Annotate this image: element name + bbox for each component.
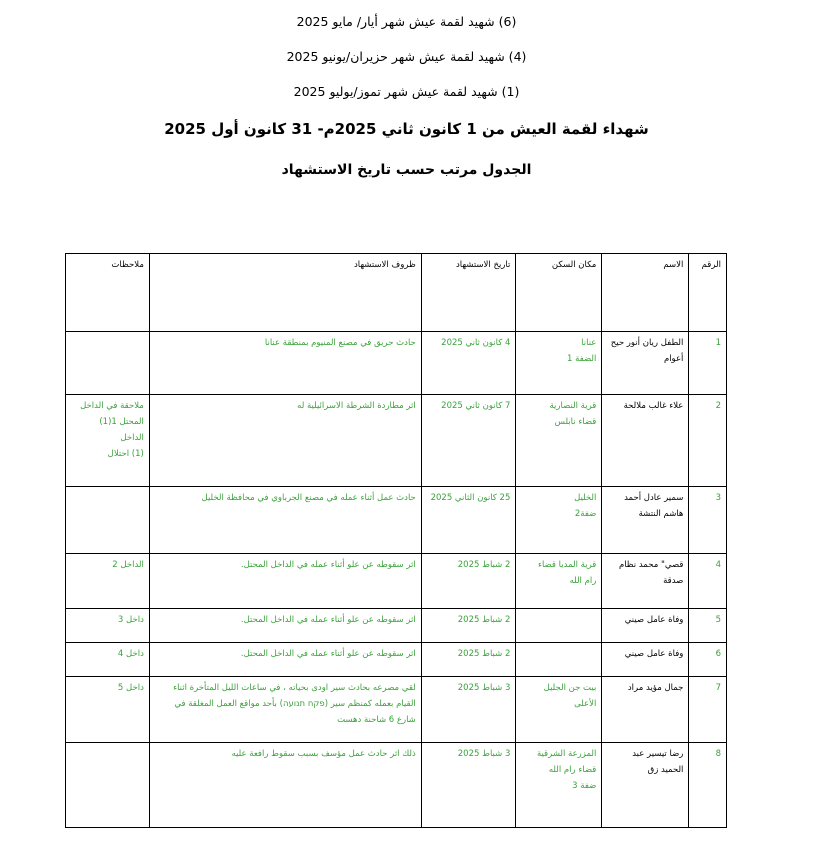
- table-row: [66, 554, 727, 609]
- row-date-cell: 2 شباط 2025: [421, 643, 516, 677]
- table-row: [66, 643, 727, 677]
- row-residence-cell: [516, 609, 602, 643]
- row-name-cell: سمير عادل أحمد هاشم النتشة: [602, 487, 689, 554]
- row-residence-cell-line: الأعلى: [574, 699, 597, 709]
- row-circumstances-cell: حادث حريق في مصنع المنيوم بمنطقة عنانا: [149, 332, 421, 395]
- row-num-cell: 7: [689, 677, 727, 743]
- row-residence-cell-line: ضفة 3: [572, 781, 597, 791]
- row-name-cell: جمال مؤيد مراد: [602, 677, 689, 743]
- row-residence-cell-line: عنانا: [581, 338, 597, 348]
- row-num-cell: 2: [689, 395, 727, 487]
- row-num-cell: 5: [689, 609, 727, 643]
- row-notes-cell-line: الداخل 2: [112, 560, 144, 570]
- header-residence: مكان السكن: [516, 254, 602, 332]
- row-residence-cell-line: بيت جن الجليل: [543, 683, 597, 693]
- row-notes-cell-line: داخل 4: [117, 649, 144, 659]
- table-row: [66, 487, 727, 554]
- row-notes-cell: [66, 332, 150, 395]
- table-row: [66, 395, 727, 487]
- row-date-cell: 7 كانون ثاني 2025: [421, 395, 516, 487]
- row-residence-cell: [516, 395, 602, 487]
- table-row: [66, 743, 727, 828]
- row-residence-cell-line: رام الله: [569, 576, 597, 586]
- row-name-cell: وفاة عامل صيني: [602, 609, 689, 643]
- row-residence-cell-line: قرية النصارية: [549, 401, 597, 411]
- row-residence-cell-line: قضاء نابلس: [554, 417, 597, 427]
- row-circumstances-cell: اثر سقوطه عن علو أثناء عمله في الداخل المحتل.: [149, 643, 421, 677]
- row-num-cell: 1: [689, 332, 727, 395]
- row-residence-cell-line: المزرعة الشرقية: [536, 749, 597, 759]
- header-num: الرقم: [689, 254, 727, 332]
- row-notes-cell-line: داخل 5: [117, 683, 144, 693]
- row-residence-cell: [516, 554, 602, 609]
- row-circumstances-cell: حادث عمل أثناء عمله في مصنع الجرباوي في محافظة الخليل: [149, 487, 421, 554]
- row-name-cell: وفاة عامل صيني: [602, 643, 689, 677]
- row-notes-cell: [66, 487, 150, 554]
- header-date: تاريخ الاستشهاد: [421, 254, 516, 332]
- row-circumstances-cell: ذلك اثر حادث عمل مؤسف بسبب سقوط رافعة عليه: [149, 743, 421, 828]
- row-notes-cell: [66, 677, 150, 743]
- row-residence-cell-line: ضفة2: [574, 509, 597, 519]
- row-circumstances-cell: لقي مصرعه بحادث سير اودى بحياته ، في ساعات الليل المتأخرة اثناء القيام بعمله كمنظم سير (פקח תנועה) بأحد مواقع العمل المغلقة في شارع 6 شاحنة دهست: [149, 677, 421, 743]
- row-name-cell: الطفل ريان أنور حيح أعوام: [602, 332, 689, 395]
- row-circumstances-cell: اثر سقوطه عن علو أثناء عمله في الداخل المحتل.: [149, 609, 421, 643]
- row-residence-cell: [516, 332, 602, 395]
- row-residence-cell-line: قضاء رام الله: [548, 765, 597, 775]
- row-residence-cell: [516, 677, 602, 743]
- row-num-cell: 4: [689, 554, 727, 609]
- row-num-cell: 8: [689, 743, 727, 828]
- row-name-cell: قصي" محمد نظام صدقة: [602, 554, 689, 609]
- row-notes-cell: [66, 643, 150, 677]
- row-date-cell: 2 شباط 2025: [421, 554, 516, 609]
- row-notes-cell: [66, 554, 150, 609]
- row-num-cell: 6: [689, 643, 727, 677]
- row-date-cell: 2 شباط 2025: [421, 609, 516, 643]
- row-date-cell: 4 كانون ثاني 2025: [421, 332, 516, 395]
- page-title: شهداء لقمة العيش من 1 كانون ثاني 2025م- 31 كانون أول 2025: [164, 120, 649, 138]
- row-notes-cell-line: (1) احتلال: [107, 449, 144, 459]
- page-subtitle: الجدول مرتب حسب تاريخ الاستشهاد: [281, 162, 532, 178]
- row-num-cell: 3: [689, 487, 727, 554]
- row-name-cell: علاء غالب ملالحة: [602, 395, 689, 487]
- row-notes-cell: [66, 395, 150, 487]
- row-date-cell: 3 شباط 2025: [421, 677, 516, 743]
- row-residence-cell-line: الخليل: [574, 493, 597, 503]
- row-notes-cell-line: ملاحقة في الداخل المحتل 1(1): [80, 401, 144, 427]
- row-notes-cell: [66, 743, 150, 828]
- row-circumstances-cell: اثر مطاردة الشرطة الاسرائيلية له: [149, 395, 421, 487]
- row-residence-cell: [516, 487, 602, 554]
- row-residence-cell-line: الضفة 1: [567, 354, 597, 364]
- martyrs-table: [65, 253, 727, 828]
- row-residence-cell: [516, 743, 602, 828]
- row-residence-cell: [516, 643, 602, 677]
- row-date-cell: 25 كانون الثاني 2025: [421, 487, 516, 554]
- header-notes: ملاحظات: [66, 254, 150, 332]
- row-notes-cell: [66, 609, 150, 643]
- table-row: [66, 332, 727, 395]
- table-row: [66, 609, 727, 643]
- row-circumstances-cell: اثر سقوطه عن علو أثناء عمله في الداخل المحتل.: [149, 554, 421, 609]
- row-name-cell: رضا تيسير عبد الحميد زق: [602, 743, 689, 828]
- row-residence-cell-line: قرية المديا قضاء: [537, 560, 597, 570]
- summary-line-june: (4) شهيد لقمة عيش شهر حزيران/يونيو 2025: [286, 49, 527, 64]
- summary-line-may: (6) شهيد لقمة عيش شهر أيار/ مايو 2025: [296, 14, 517, 29]
- row-date-cell: 3 شباط 2025: [421, 743, 516, 828]
- header-circumstances: ظروف الاستشهاد: [149, 254, 421, 332]
- row-notes-cell-line: داخل 3: [117, 615, 144, 625]
- table-row: [66, 677, 727, 743]
- table-header-row: [66, 254, 727, 332]
- row-notes-cell-line: الداخل: [120, 433, 144, 443]
- summary-line-july: (1) شهيد لقمة عيش شهر تموز/يوليو 2025: [293, 84, 520, 99]
- header-name: الاسم: [602, 254, 689, 332]
